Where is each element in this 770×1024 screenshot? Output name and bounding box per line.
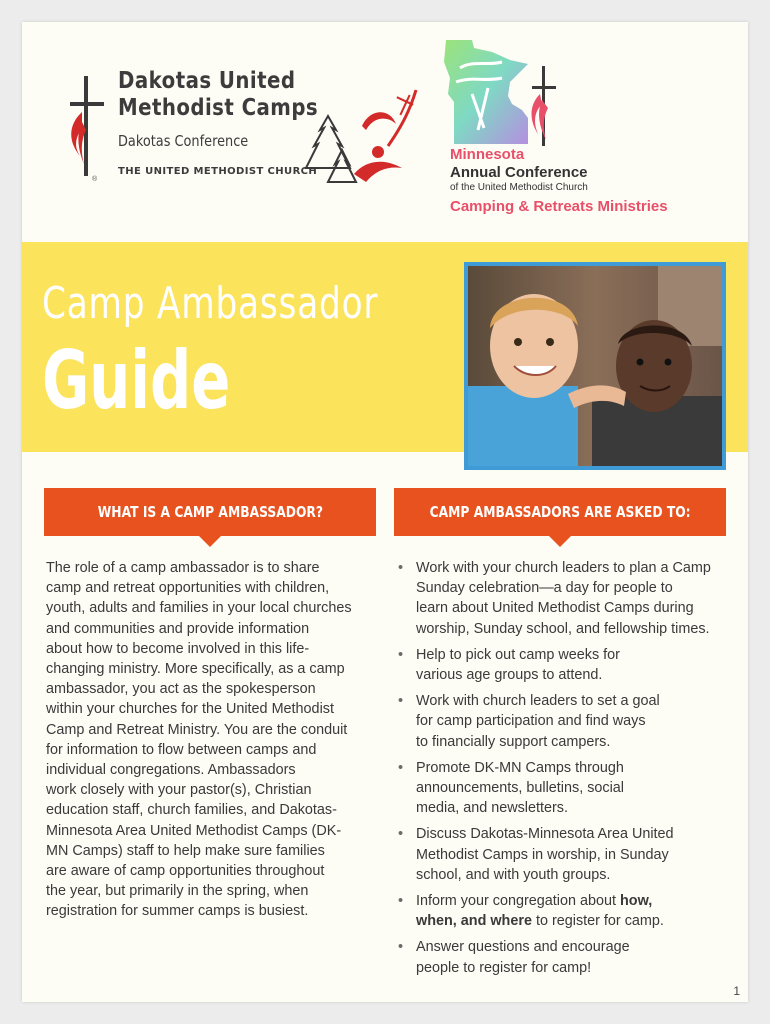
list-item	[394, 558, 734, 639]
dakotas-camps-logo	[40, 64, 440, 214]
item-line: media, and newsletters.	[416, 800, 568, 817]
bullet: •	[398, 893, 404, 910]
list-item	[394, 645, 734, 685]
bullet: •	[398, 759, 404, 776]
paragraph-line: Camp and Retreat Ministry. You are the conduit	[46, 721, 348, 738]
camps-name-line2: Methodist Camps	[118, 95, 319, 121]
paragraph-line: ambassador, you act as the spokesperson	[46, 681, 316, 698]
minnesota-conference-logo	[432, 38, 732, 228]
minnesota-state-icon	[432, 38, 572, 146]
ambassadors-asked-heading-text: CAMP AMBASSADORS ARE ASKED TO:	[429, 503, 691, 521]
item-text: to register for camp.	[531, 913, 664, 930]
item-line	[416, 891, 734, 911]
paragraph-line: individual congregations. Ambassadors	[46, 762, 296, 779]
item-line: announcements, bulletins, social	[416, 780, 624, 797]
registered-mark: ®	[92, 176, 98, 183]
ambassador-tasks-list	[394, 558, 734, 984]
paragraph-line: MN Camps) staff to help make sure families	[46, 842, 325, 859]
paragraph-line: the year, but primarily in the spring, when	[46, 883, 309, 900]
guide-title-line2: Guide	[42, 334, 231, 427]
paragraph-line: about how to become involved in this life-	[46, 640, 310, 657]
item-line: Discuss Dakotas-Minnesota Area United	[416, 826, 674, 843]
conference-name: Dakotas Conference	[118, 132, 249, 150]
paragraph-line: The role of a camp ambassador is to share	[46, 560, 320, 576]
church-label: of the United Methodist Church	[450, 182, 588, 193]
bullet: •	[398, 646, 404, 663]
cross-and-flame-icon	[58, 72, 108, 182]
paragraph-line: youth, adults and families in your local churches	[46, 600, 352, 617]
item-line: Sunday celebration—a day for people to	[416, 580, 673, 597]
item-line: Work with church leaders to set a goal	[416, 693, 660, 710]
paragraph-line: education staff, church families, and Dakotas-	[46, 802, 337, 819]
item-line: learn about United Methodist Camps during	[416, 600, 694, 617]
what-is-ambassador-heading	[44, 488, 376, 536]
heading-notch	[548, 535, 572, 547]
item-line: to financially support campers.	[416, 733, 611, 750]
campers-photo	[468, 266, 722, 466]
item-line: various age groups to attend.	[416, 667, 603, 684]
camps-name	[118, 68, 318, 122]
ambassador-description	[46, 558, 376, 922]
bullet: •	[398, 826, 404, 843]
item-line: worship, Sunday school, and fellowship times.	[416, 620, 710, 637]
what-is-ambassador-heading-text: WHAT IS A CAMP AMBASSADOR?	[97, 503, 323, 521]
minnesota-label: Minnesota	[450, 146, 525, 163]
item-line: Answer questions and encourage	[416, 939, 630, 956]
list-item	[394, 891, 734, 931]
list-item	[394, 824, 734, 885]
item-line: people to register for camp!	[416, 959, 592, 976]
bullet: •	[398, 560, 404, 576]
page-number: 1	[733, 984, 740, 998]
bullet: •	[398, 939, 404, 956]
paragraph-line: camp and retreat opportunities with children,	[46, 580, 330, 597]
camping-ministries-label: Camping & Retreats Ministries	[450, 198, 668, 215]
item-line: school, and with youth groups.	[416, 866, 611, 883]
trees-and-camper-icon	[292, 86, 422, 196]
paragraph-line: and communities and provide information	[46, 620, 310, 637]
bullet: •	[398, 693, 404, 710]
camps-name-line1: Dakotas United	[118, 68, 296, 94]
list-item	[394, 691, 734, 752]
heading-notch	[198, 535, 222, 547]
list-item	[394, 937, 734, 977]
paragraph-line: changing ministry. More specifically, as a camp	[46, 661, 345, 678]
item-line: Work with your church leaders to plan a Camp	[416, 560, 711, 576]
item-line: Methodist Camps in worship, in Sunday	[416, 846, 669, 863]
campers-photo-frame	[464, 262, 726, 470]
emphasis-text: when, and where	[416, 913, 532, 930]
hero-band	[22, 242, 748, 452]
item-line: Help to pick out camp weeks for	[416, 646, 620, 663]
paragraph-line: registration for summer camps is busiest.	[46, 903, 309, 920]
paragraph-line: work closely with your pastor(s), Christian	[46, 782, 312, 799]
item-line	[416, 911, 734, 931]
paragraph-line: for information to flow between camps and	[46, 741, 317, 758]
annual-conference-label: Annual Conference	[450, 164, 588, 181]
emphasis-text: how,	[620, 893, 653, 910]
item-line: for camp participation and find ways	[416, 713, 646, 730]
church-name: THE UNITED METHODIST CHURCH	[118, 166, 318, 177]
paragraph-line: are aware of camp opportunities throughout	[46, 863, 325, 880]
guide-title-line1: Camp Ambassador	[42, 278, 379, 329]
item-line: Promote DK-MN Camps through	[416, 759, 624, 776]
paragraph-line: Minnesota Area United Methodist Camps (DK-	[46, 822, 342, 839]
paragraph-line: within your churches for the United Methodist	[46, 701, 334, 718]
ambassadors-asked-heading	[394, 488, 726, 536]
item-text: Inform your congregation about	[416, 893, 620, 910]
list-item	[394, 758, 734, 819]
document-page	[22, 22, 748, 1002]
